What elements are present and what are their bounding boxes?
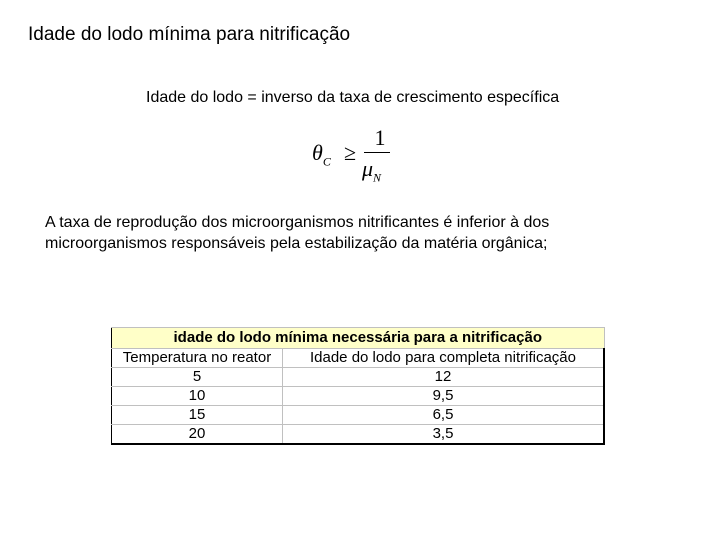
fraction-bar [364, 152, 390, 153]
formula-lhs [312, 140, 331, 169]
mu-subscript: N [373, 170, 382, 185]
table-title-row [112, 328, 605, 349]
nitrification-table [111, 327, 605, 445]
paragraph-line-1: A taxa de reprodução dos microorganismos nitrificantes é inferior à dos [45, 214, 550, 231]
paragraph [45, 212, 645, 254]
theta-subscript: C [322, 154, 331, 169]
definition-text: Idade do lodo = inverso da taxa de crescimento específica [146, 89, 560, 106]
table-row [112, 406, 605, 425]
cell-sludge-age: 12 [283, 368, 605, 387]
cell-temperature: 15 [112, 406, 283, 425]
table-row [112, 425, 605, 445]
cell-temperature: 20 [112, 425, 283, 445]
cell-sludge-age: 3,5 [283, 425, 605, 445]
table-title: idade do lodo mínima necessária para a nitrificação [112, 328, 605, 349]
table-header-row [112, 349, 605, 368]
cell-sludge-age: 9,5 [283, 387, 605, 406]
page-title: Idade do lodo mínima para nitrificação [28, 24, 351, 45]
formula-numerator: 1 [374, 125, 386, 150]
formula-denominator [362, 156, 381, 185]
mu-symbol: μ [362, 156, 374, 181]
column-header-temperature: Temperatura no reator [112, 349, 283, 368]
paragraph-line-2: microorganismos responsáveis pela estabilização da matéria orgânica; [45, 235, 548, 252]
formula [312, 126, 402, 186]
column-header-sludge-age: Idade do lodo para completa nitrificação [283, 349, 605, 368]
formula-operator: ≥ [344, 140, 357, 165]
cell-temperature: 10 [112, 387, 283, 406]
table-row [112, 387, 605, 406]
cell-sludge-age: 6,5 [283, 406, 605, 425]
table-row [112, 368, 605, 387]
cell-temperature: 5 [112, 368, 283, 387]
theta-symbol: θ [312, 140, 323, 165]
